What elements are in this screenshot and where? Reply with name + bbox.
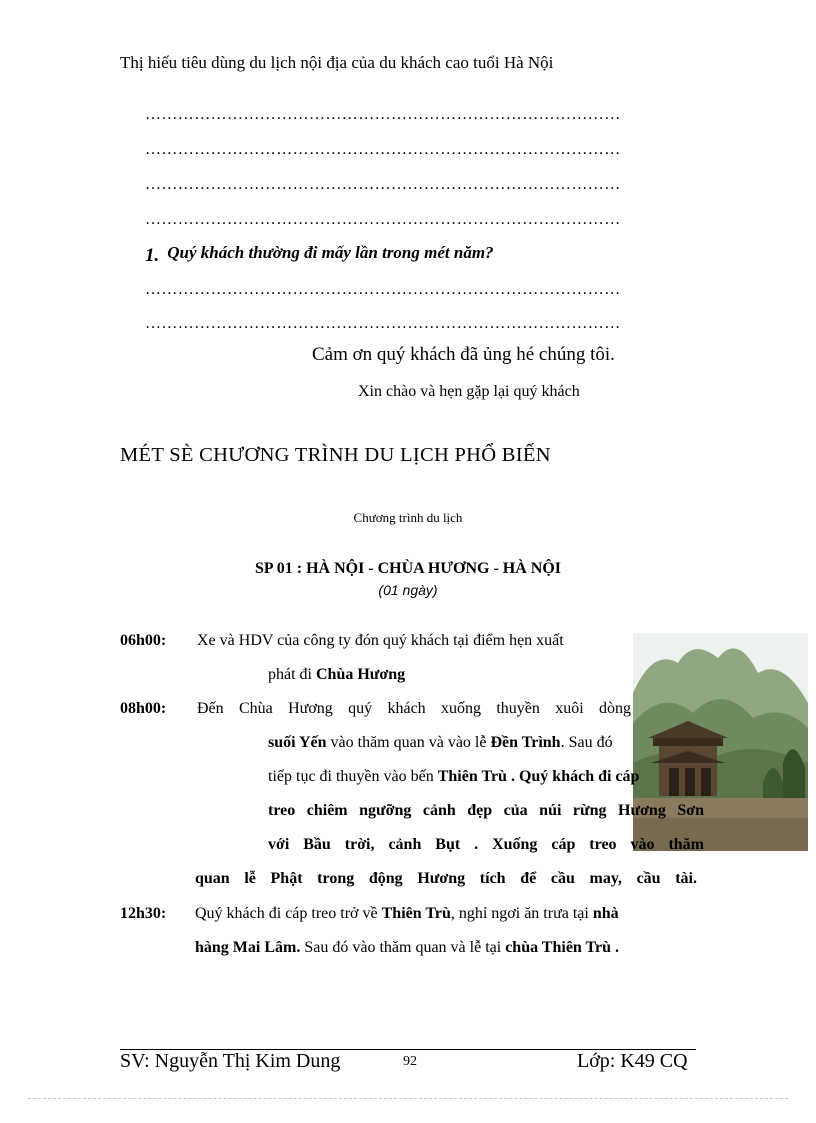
footer-class: Lớp: K49 CQ: [577, 1050, 688, 1072]
itinerary-text: [195, 905, 619, 923]
itinerary-text: với Bầu trời, cảnh Bụt . Xuống cáp treo vào thăm: [268, 836, 704, 853]
text-run: vào thăm quan và vào lễ: [326, 734, 491, 751]
page-number: 92: [403, 1054, 417, 1069]
answer-line: ……………………………………………………………………………: [145, 106, 621, 123]
itinerary-text: [268, 734, 613, 752]
text-run-bold: Thiên Trù . Quý khách đi cáp: [437, 768, 640, 785]
goodbye-text: Xin chào và hẹn gặp lại quý khách: [358, 383, 580, 400]
section-title: MÉT SÈ CHƯƠNG TRÌNH DU LỊCH PHỔ BIẾN: [120, 444, 551, 466]
time-0600: 06h00:: [120, 632, 167, 649]
text-run: . Sau đó: [560, 734, 613, 751]
thanks-text: Cảm ơn quý khách đã ủng hé chúng tôi.: [312, 344, 615, 365]
text-run-bold: Thiên Trù: [381, 905, 451, 922]
text-run-bold: hàng Mai Lâm.: [195, 939, 301, 956]
text-run-bold: Đền Trình: [490, 734, 561, 751]
survey-question: [145, 242, 494, 264]
itinerary-text: [268, 666, 405, 684]
question-number: 1.: [145, 245, 160, 266]
page-edge: [28, 1098, 788, 1099]
tour-duration: (01 ngày): [378, 582, 438, 598]
itinerary-text: [195, 939, 619, 957]
question-text: Quý khách thường đi mấy lần trong mét năm?: [167, 243, 494, 262]
itinerary-text: Xe và HDV của công ty đón quý khách tại điểm hẹn xuất: [197, 632, 564, 649]
document-header: Thị hiếu tiêu dùng du lịch nội địa của du khách cao tuổi Hà Nội: [120, 53, 554, 72]
answer-line: ……………………………………………………………………………: [145, 176, 621, 193]
text-run: phát đi: [268, 666, 316, 683]
text-run: Sau đó vào thăm quan và lễ tại: [300, 939, 506, 956]
text-run: , nghỉ ngơi ăn trưa tại: [450, 905, 593, 922]
itinerary-text: quan lễ Phật trong động Hương tích để cầu may, cầu tài.: [195, 870, 697, 887]
itinerary-text: [268, 768, 639, 786]
text-run: tiếp tục đi thuyền vào bến: [268, 768, 438, 785]
answer-line: ……………………………………………………………………………: [145, 281, 621, 298]
text-run-bold: nhà: [592, 905, 619, 922]
answer-line: ……………………………………………………………………………: [145, 211, 621, 228]
footer-student: SV: Nguyễn Thị Kim Dung: [120, 1050, 341, 1072]
answer-line: ……………………………………………………………………………: [145, 315, 621, 332]
tour-title: SP 01 : HÀ NỘI - CHÙA HƯƠNG - HÀ NỘI: [254, 560, 562, 577]
time-1230: 12h30:: [120, 905, 167, 922]
itinerary-text: Đến Chùa Hương quý khách xuống thuyền xuôi dòng: [197, 700, 631, 717]
section-subtitle: Chương trình du lịch: [353, 510, 463, 525]
text-run-bold: chùa Thiên Trù .: [505, 939, 620, 956]
answer-line: ……………………………………………………………………………: [145, 141, 621, 158]
text-run: Quý khách đi cáp treo trở về: [195, 905, 382, 922]
text-run-bold: Chùa Hương: [316, 666, 406, 683]
time-0800: 08h00:: [120, 700, 167, 717]
text-run-bold: suối Yến: [268, 734, 327, 751]
itinerary-text: treo chiêm ngưỡng cảnh đẹp của núi rừng Hương Sơn: [268, 802, 704, 819]
